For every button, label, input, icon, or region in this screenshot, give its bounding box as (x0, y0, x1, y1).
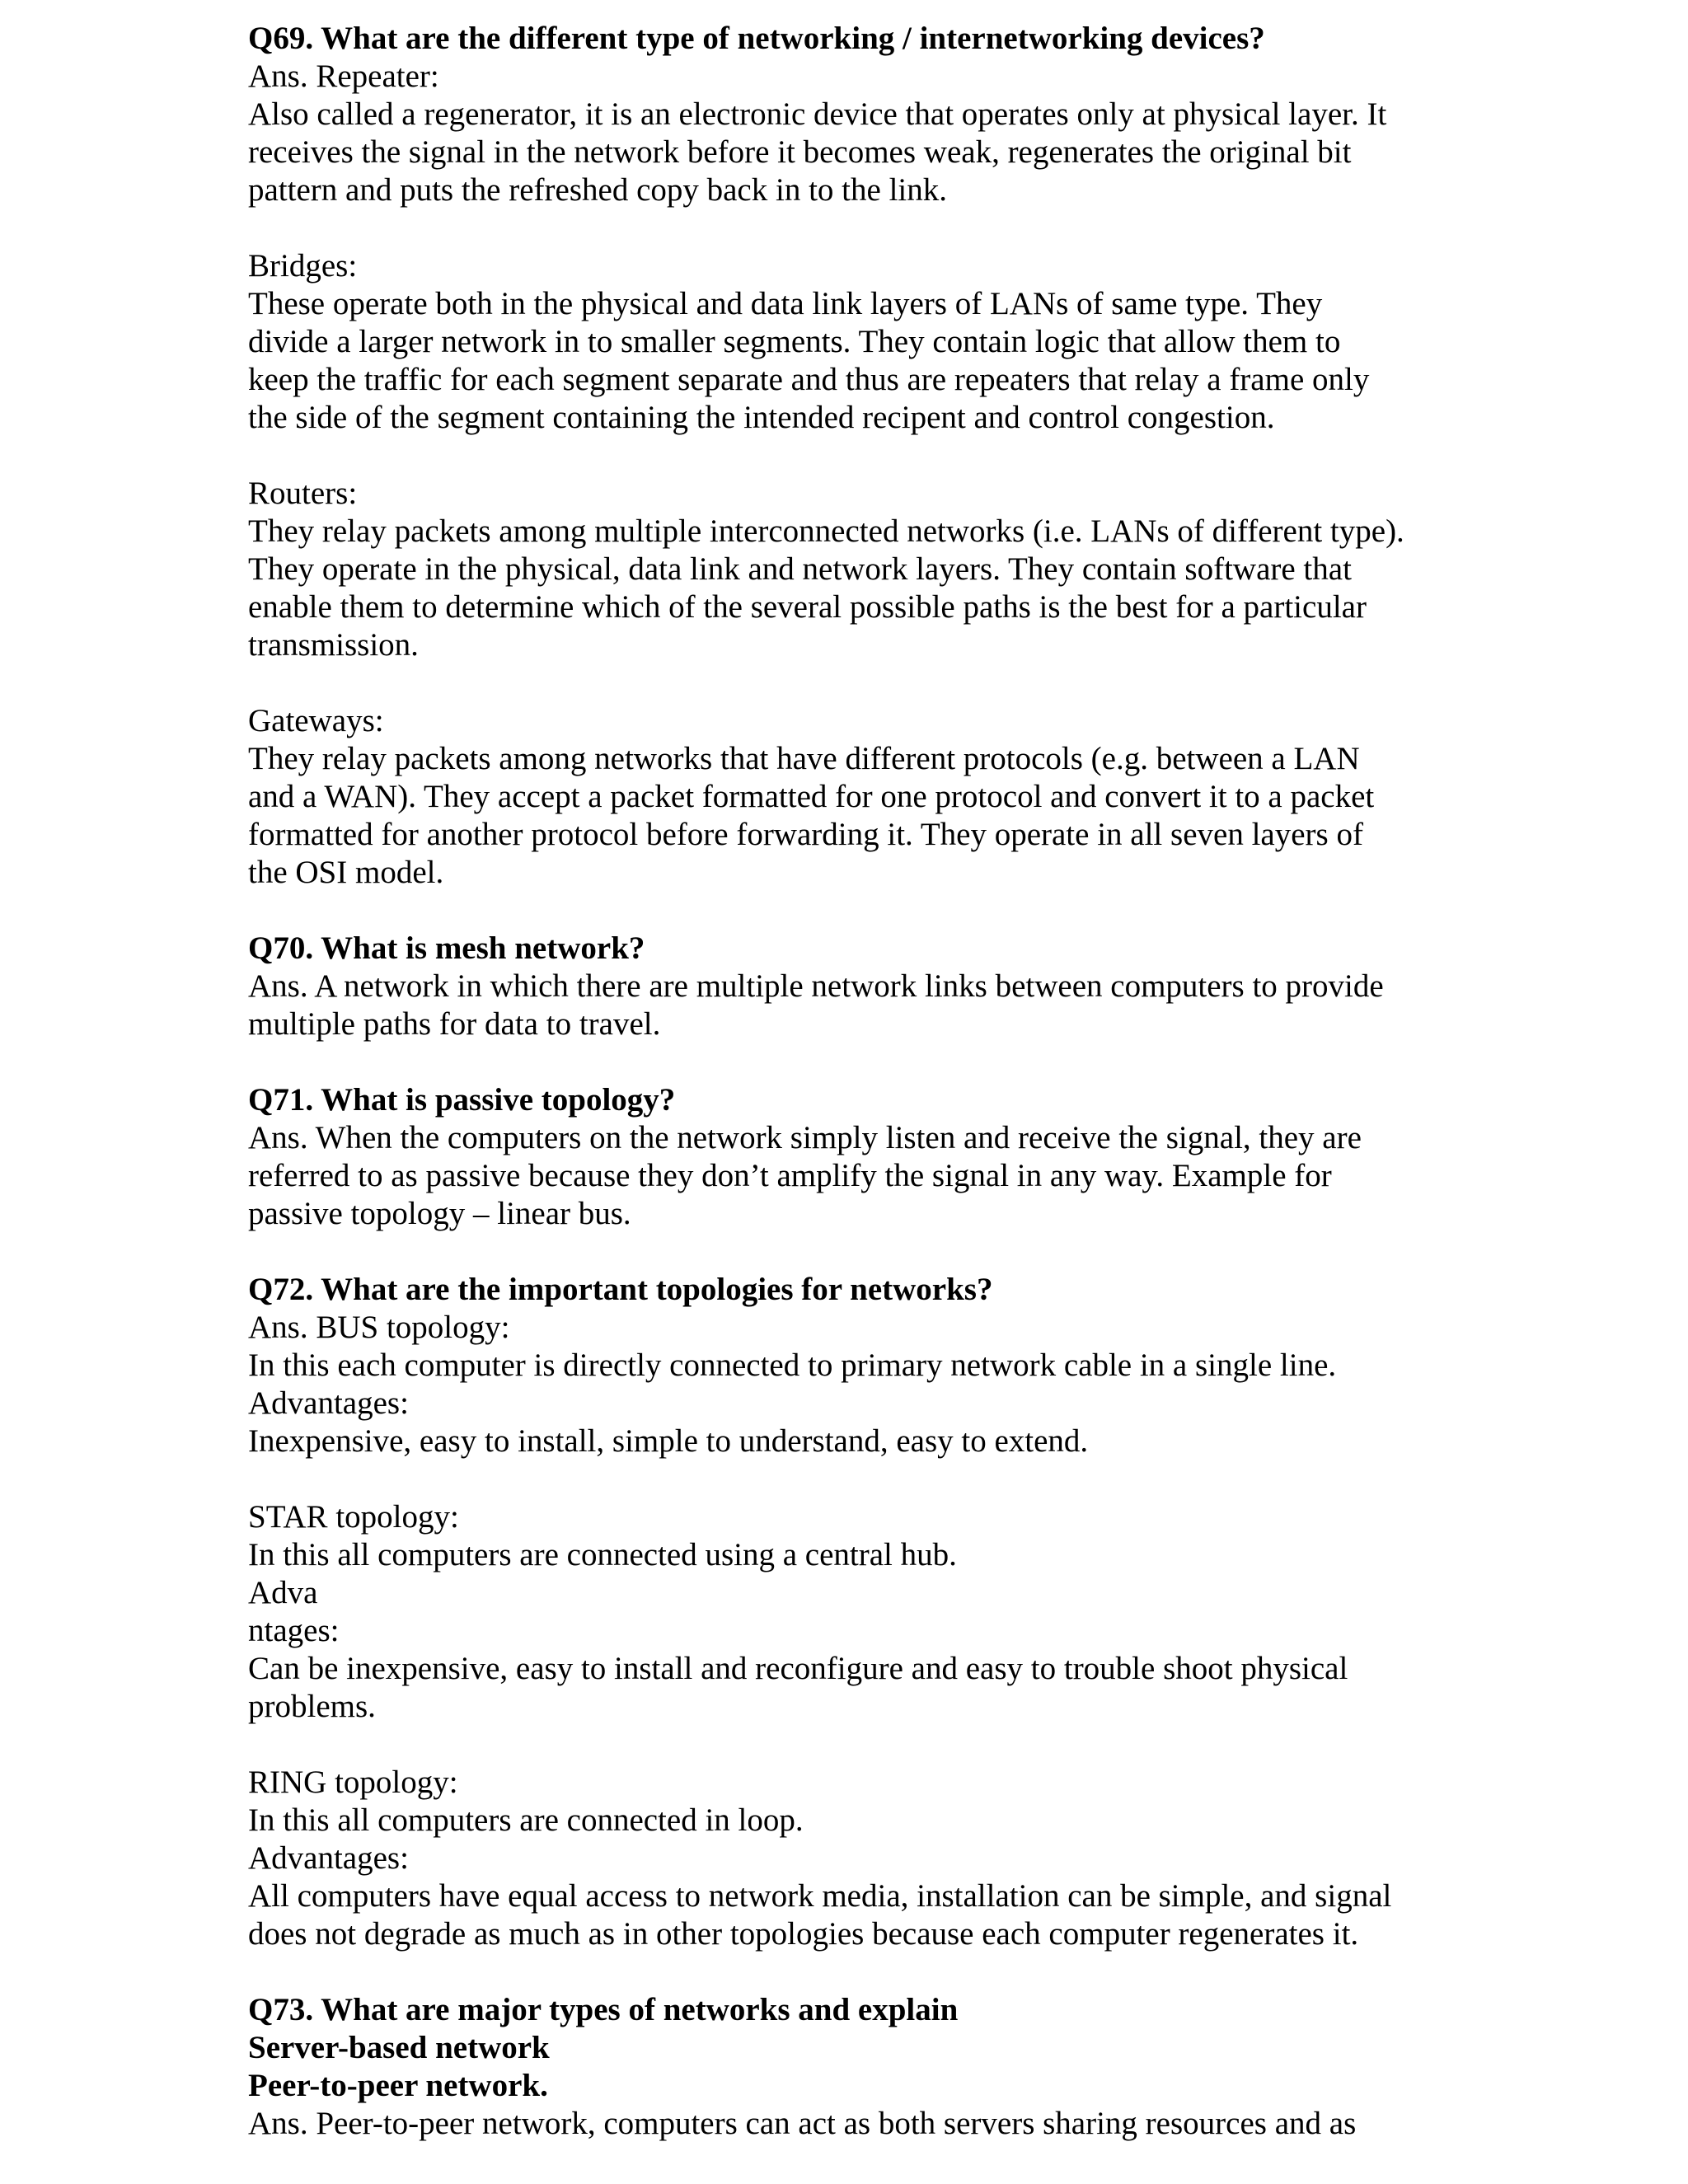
question-heading-line: Q70. What is mesh network? (248, 930, 645, 966)
blank-line (248, 892, 1451, 930)
body-text-line: Ans. Peer-to-peer network, computers can act as both servers sharing resources and as (248, 2106, 1357, 2141)
body-text-line: They relay packets among networks that have different protocols (e.g. between a LAN (248, 741, 1360, 776)
body-text-line: Ans. When the computers on the network simply listen and receive the signal, they are (248, 1120, 1362, 1155)
blank-line (248, 1460, 1451, 1498)
body-text-line: Also called a regenerator, it is an electronic device that operates only at physical layer. It (248, 96, 1387, 132)
document-page (248, 20, 1451, 2143)
body-text-line: In this all computers are connected using a central hub. (248, 1537, 957, 1572)
question-heading-line: Server-based network (248, 2030, 550, 2065)
body-text-line: the side of the segment containing the intended recipent and control congestion. (248, 400, 1275, 435)
body-text-line: receives the signal in the network before it becomes weak, regenerates the original bit (248, 134, 1352, 170)
body-text-line: In this all computers are connected in loop. (248, 1802, 804, 1838)
body-text-line: RING topology: (248, 1765, 458, 1800)
body-text-line: pattern and puts the refreshed copy back in to the link. (248, 172, 947, 208)
body-text-line: Bridges: (248, 248, 358, 284)
body-text-line: keep the traffic for each segment separate and thus are repeaters that relay a frame only (248, 362, 1370, 397)
body-text-line: transmission. (248, 627, 419, 663)
body-text-line: divide a larger network in to smaller segments. They contain logic that allow them to (248, 324, 1341, 359)
body-text-line: problems. (248, 1689, 376, 1724)
body-text-line: Ans. A network in which there are multiple network links between computers to provide (248, 968, 1384, 1004)
body-text-line: STAR topology: (248, 1499, 459, 1535)
body-text-line: the OSI model. (248, 855, 444, 890)
body-text-line: Routers: (248, 476, 358, 511)
body-text-line: These operate both in the physical and data link layers of LANs of same type. They (248, 286, 1323, 321)
blank-line (248, 1043, 1451, 1081)
body-text-line: Gateways: (248, 703, 384, 738)
body-text-line: In this each computer is directly connected to primary network cable in a single line. (248, 1347, 1337, 1383)
body-text-line: and a WAN). They accept a packet formatted for one protocol and convert it to a packet (248, 779, 1375, 814)
blank-line (248, 209, 1451, 247)
body-text-line: Adva (248, 1575, 318, 1610)
question-heading-line: Q69. What are the different type of networking / internetworking devices? (248, 21, 1265, 56)
body-text-line: formatted for another protocol before forwarding it. They operate in all seven layers of (248, 817, 1363, 852)
question-heading-line: Q72. What are the important topologies for networks? (248, 1272, 993, 1307)
question-heading-line: Q71. What is passive topology? (248, 1082, 676, 1118)
body-text-line: passive topology – linear bus. (248, 1196, 631, 1231)
blank-line (248, 1953, 1451, 1991)
body-text-line: Advantages: (248, 1385, 409, 1421)
body-text-line: Ans. Repeater: (248, 59, 439, 94)
question-heading-line: Q73. What are major types of networks and explain (248, 1992, 959, 2027)
blank-line (248, 437, 1451, 475)
body-text-line: ntages: (248, 1613, 340, 1648)
blank-line (248, 1233, 1451, 1271)
body-text-line: They relay packets among multiple interconnected networks (i.e. LANs of different type). (248, 513, 1404, 549)
question-heading-line: Peer-to-peer network. (248, 2068, 548, 2103)
body-text-line: They operate in the physical, data link and network layers. They contain software that (248, 551, 1352, 587)
body-text-line: Advantages: (248, 1840, 409, 1876)
body-text-line: All computers have equal access to network media, installation can be simple, and signal (248, 1878, 1392, 1914)
body-text-line: referred to as passive because they don’t amplify the signal in any way. Example for (248, 1158, 1332, 1193)
body-text-line: enable them to determine which of the several possible paths is the best for a particular (248, 589, 1367, 625)
body-text-line: Ans. BUS topology: (248, 1310, 510, 1345)
body-text-line: does not degrade as much as in other topologies because each computer regenerates it. (248, 1916, 1359, 1952)
body-text-line: Inexpensive, easy to install, simple to understand, easy to extend. (248, 1423, 1089, 1459)
blank-line (248, 664, 1451, 702)
body-text-line: multiple paths for data to travel. (248, 1006, 661, 1042)
blank-line (248, 1726, 1451, 1764)
body-text-line: Can be inexpensive, easy to install and reconfigure and easy to trouble shoot physical (248, 1651, 1348, 1686)
